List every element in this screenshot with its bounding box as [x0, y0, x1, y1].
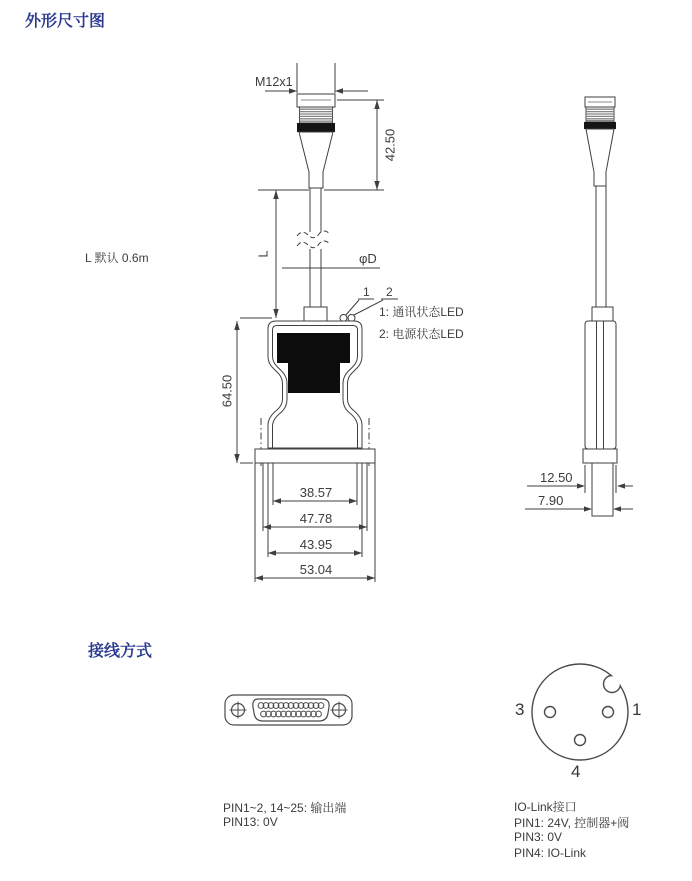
- m12-pin3-label: 3: [515, 700, 525, 719]
- cable-diameter-label: φD: [359, 251, 377, 266]
- iolink-pinout-line-2: PIN1: 24V, 控制器+阀: [514, 816, 630, 830]
- dim-43-95: 43.95: [299, 537, 333, 552]
- led1-callout-number: 1: [363, 285, 370, 299]
- section-title-wiring: 接线方式: [88, 643, 153, 660]
- dim-64-50: 64.50: [219, 374, 235, 408]
- db25-pinout-line-1: PIN1~2, 14~25: 输出端: [223, 801, 347, 815]
- section-title-dimensions: 外形尺寸图: [25, 13, 106, 30]
- dim-42-50: 42.50: [382, 128, 398, 162]
- db25-connector-drawing: [225, 695, 352, 725]
- dim-12-50: 12.50: [540, 470, 573, 485]
- m12-pin1-label: 1: [632, 700, 642, 719]
- iolink-pinout-line-1: IO-Link接口: [514, 800, 577, 814]
- thread-spec-label: M12x1: [255, 75, 293, 89]
- side-view-drawing: [525, 97, 633, 516]
- dim-7-90: 7.90: [538, 493, 564, 508]
- front-view-drawing: [234, 63, 398, 582]
- iolink-pinout-line-4: PIN4: IO-Link: [514, 846, 587, 860]
- cable-length-note: L 默认 0.6m: [85, 251, 149, 265]
- led1-description: 1: 通讯状态LED: [379, 305, 464, 319]
- dim-cable-length-l: L: [255, 250, 271, 258]
- dim-38-57: 38.57: [299, 485, 333, 500]
- dim-47-78: 47.78: [299, 511, 333, 526]
- db25-pinout-line-2: PIN13: 0V: [223, 815, 278, 829]
- m12-pin4-label: 4: [571, 762, 581, 781]
- m12-connector-drawing: [532, 664, 628, 760]
- led2-description: 2: 电源状态LED: [379, 327, 464, 341]
- led2-callout-number: 2: [386, 285, 393, 299]
- iolink-pinout-line-3: PIN3: 0V: [514, 830, 563, 844]
- dim-53-04: 53.04: [299, 562, 333, 577]
